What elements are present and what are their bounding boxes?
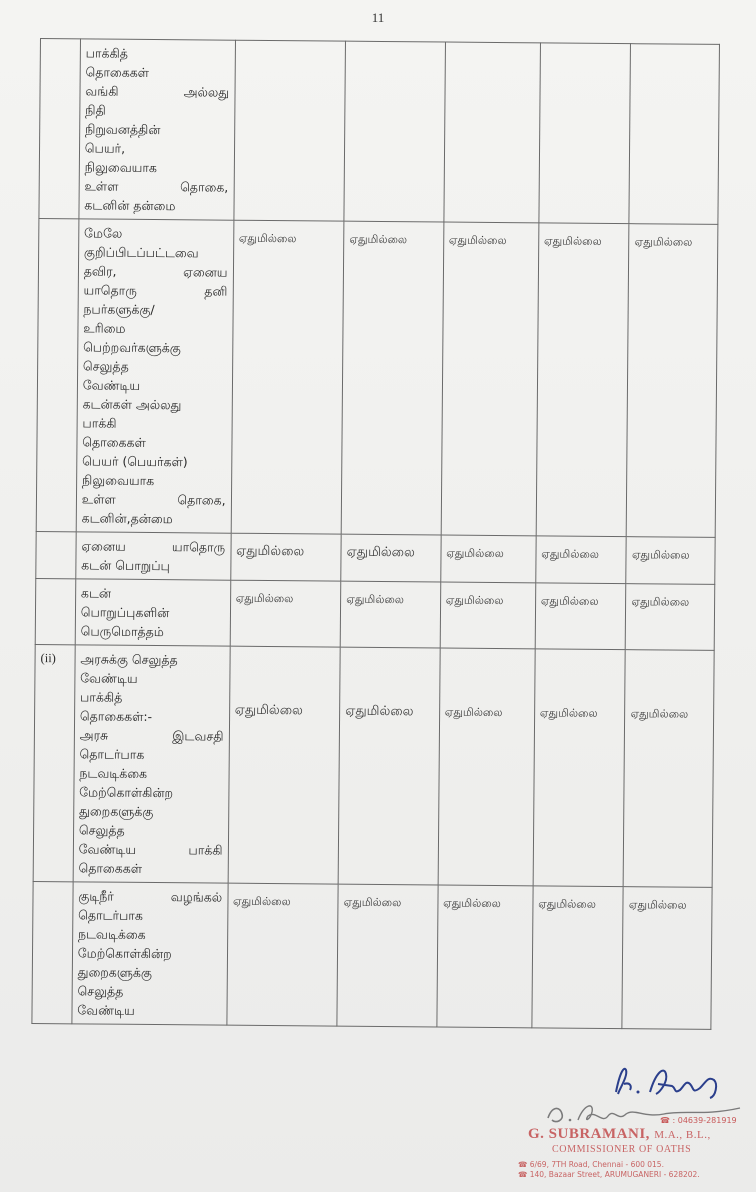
- description-word: ஏனைய: [81, 538, 126, 554]
- nil-value: ஏதுமில்லை: [448, 233, 507, 248]
- nil-value: ஏதுமில்லை: [634, 235, 693, 249]
- description-line: [85, 157, 229, 177]
- description-word: நடவடிக்கை: [77, 926, 146, 942]
- value-cell: [440, 582, 536, 649]
- description-line: [83, 337, 227, 357]
- value-cell: [440, 535, 536, 583]
- value-cell: [230, 533, 341, 581]
- value-cell: [536, 223, 629, 537]
- value-cell: [535, 583, 626, 650]
- description-word: உரிமை: [83, 320, 126, 336]
- description-word: நிறுவனத்தின்: [84, 121, 161, 138]
- description-line: [82, 432, 226, 452]
- nil-value: ஏதுமில்லை: [538, 897, 596, 911]
- description-word: பொறுப்புகளின்: [80, 604, 170, 621]
- description-word: செலுத்த: [78, 822, 125, 838]
- description-line: [79, 839, 223, 859]
- table-row: [35, 578, 715, 650]
- description-word: பாக்கி: [188, 842, 223, 858]
- description-word: பாக்கித்: [85, 45, 128, 61]
- description-word: பாக்கித்: [79, 689, 123, 705]
- description-word: தொடர்பாக: [79, 746, 145, 762]
- description-word: செலுத்த: [82, 358, 129, 374]
- nil-value: ஏதுமில்லை: [235, 591, 294, 606]
- description-word: அரசு: [79, 727, 109, 743]
- value-cell: [228, 646, 341, 884]
- description-line: [81, 602, 225, 622]
- value-cell: [341, 534, 441, 582]
- description-word: கடன்: [80, 585, 112, 601]
- description-word: தவிர,: [83, 263, 117, 279]
- description-cell: [72, 882, 228, 1025]
- table-row: [36, 531, 715, 584]
- description-line: [78, 886, 222, 906]
- value-cell: [230, 580, 341, 647]
- value-cell: [344, 41, 445, 222]
- table-body: [32, 39, 720, 1030]
- nil-value: ஏதுமில்லை: [630, 707, 689, 721]
- description-word: நிதி: [85, 102, 106, 118]
- value-cell: [627, 224, 718, 538]
- row-number-cell: (ii): [33, 644, 75, 881]
- description-word: இடவசதி: [172, 728, 224, 744]
- description-word: மேலே: [84, 225, 123, 241]
- description-word: பெருமொத்தம்: [80, 623, 164, 640]
- description-line: [84, 223, 228, 243]
- description-word: வங்கி: [85, 83, 119, 99]
- description-line: [79, 763, 223, 783]
- row-number-cell: [32, 881, 73, 1023]
- stamp-degree: M.A., B.L.,: [654, 1129, 711, 1141]
- description-line: [82, 489, 226, 509]
- description-line: [83, 318, 227, 338]
- nil-value: ஏதுமில்லை: [446, 546, 504, 561]
- description-line: [84, 195, 228, 215]
- stamp-name-text: G. SUBRAMANI,: [528, 1126, 650, 1142]
- nil-value: ஏதுமில்லை: [343, 895, 402, 910]
- description-word: குடிநீர்: [78, 888, 114, 904]
- description-line: [78, 924, 222, 944]
- value-cell: [438, 648, 535, 886]
- description-cell: [76, 532, 231, 580]
- description-word: கடனின் தன்மை: [84, 197, 176, 214]
- nil-value: ஏதுமில்லை: [543, 234, 602, 248]
- description-line: [83, 394, 227, 414]
- description-line: [85, 138, 229, 158]
- nil-value: ஏதுமில்லை: [349, 232, 408, 247]
- description-line: [85, 119, 229, 139]
- nil-value: ஏதுமில்லை: [443, 896, 501, 911]
- description-line: [82, 470, 226, 490]
- description-word: நிலுவையாக: [81, 472, 155, 489]
- value-cell: [441, 222, 539, 536]
- value-cell: [532, 886, 624, 1029]
- description-line: [82, 451, 226, 471]
- description-line: [77, 1000, 221, 1020]
- table-row: [39, 39, 720, 225]
- notary-stamp: [510, 1060, 750, 1188]
- description-word: தொகை,: [180, 179, 229, 195]
- value-cell: [231, 220, 344, 534]
- nil-value: ஏதுமில்லை: [345, 703, 414, 720]
- description-word: உள்ள: [81, 491, 116, 507]
- description-word: தொடர்பாக: [78, 907, 143, 923]
- description-line: [82, 508, 226, 528]
- description-word: பெற்றவர்களுக்கு: [83, 339, 181, 356]
- description-word: வேண்டிய: [78, 841, 137, 857]
- nil-value: ஏதுமில்லை: [631, 595, 690, 609]
- table-row: [33, 644, 714, 887]
- value-cell: [539, 43, 631, 224]
- description-line: [84, 261, 228, 281]
- value-cell: [234, 40, 346, 221]
- description-line: [85, 100, 229, 120]
- description-word: கடன் பொறுப்பு: [81, 557, 170, 574]
- nil-value: ஏதுமில்லை: [238, 231, 297, 246]
- description-word: செலுத்த: [77, 983, 124, 999]
- description-word: தொகைகள்: [82, 434, 146, 450]
- value-cell: [437, 885, 533, 1028]
- nil-value: ஏதுமில்லை: [234, 702, 303, 719]
- row-number-cell: [36, 218, 79, 531]
- description-line: [79, 820, 223, 840]
- page-number: 11: [371, 10, 385, 25]
- stamp-phone: ☎ : 04639-281919: [660, 1116, 737, 1125]
- value-cell: [533, 649, 626, 887]
- description-cell: [79, 39, 235, 220]
- table-row: [32, 881, 712, 1029]
- description-line: [81, 555, 225, 575]
- description-line: [83, 356, 227, 376]
- description-line: [78, 943, 222, 963]
- description-line: [84, 176, 228, 196]
- description-line: [80, 725, 224, 745]
- description-word: தொகைகள்:-: [79, 708, 153, 725]
- description-word: துறைகளுக்கு: [77, 964, 153, 981]
- description-word: நிலுவையாக: [84, 159, 158, 176]
- description-word: தொகைகள்: [85, 64, 150, 80]
- description-line: [84, 242, 228, 262]
- nil-value: ஏதுமில்லை: [346, 544, 415, 561]
- nil-value: ஏதுமில்லை: [540, 594, 599, 608]
- nil-value: ஏதுமில்லை: [346, 592, 404, 607]
- stamp-address-1: ☎ 6/69, 7TH Road, Chennai - 600 015.: [518, 1160, 664, 1169]
- description-word: மேற்கொள்கின்ற: [77, 945, 172, 962]
- nil-value: ஏதுமில்லை: [541, 547, 599, 561]
- value-cell: [536, 536, 627, 584]
- description-word: தொகை,: [177, 492, 226, 508]
- value-cell: [341, 221, 443, 535]
- liabilities-table: [31, 38, 720, 1030]
- description-word: மேற்கொள்கின்ற: [79, 784, 174, 801]
- description-line: [81, 536, 225, 556]
- description-word: வேண்டிய: [82, 377, 141, 393]
- description-line: [85, 81, 229, 101]
- description-word: கடன்கள் அல்லது: [82, 396, 182, 413]
- description-word: நபர்களுக்கு/: [83, 301, 155, 318]
- row-number-cell: [36, 531, 76, 578]
- value-cell: [624, 650, 715, 888]
- nil-value: ஏதுமில்லை: [233, 894, 291, 909]
- nil-value: ஏதுமில்லை: [444, 705, 503, 720]
- table-row: [36, 218, 718, 537]
- description-line: [84, 280, 228, 300]
- nil-value: ஏதுமில்லை: [236, 543, 305, 560]
- description-line: [81, 583, 225, 603]
- description-word: வேண்டிய: [80, 670, 138, 686]
- nil-value: ஏதுமில்லை: [539, 706, 598, 720]
- value-cell: [626, 584, 715, 651]
- row-number-cell: [39, 39, 80, 219]
- description-line: [80, 687, 224, 707]
- description-line: [77, 981, 221, 1001]
- signature-mark: [610, 1062, 730, 1102]
- stamp-name: [528, 1126, 711, 1143]
- value-cell: [340, 581, 440, 648]
- description-word: துறைகளுக்கு: [78, 803, 154, 820]
- description-line: [78, 905, 222, 925]
- stamp-address-2: ☎ 140, Bazaar Street, ARUMUGANERI - 628202.: [518, 1170, 700, 1179]
- description-line: [78, 962, 222, 982]
- description-word: தனி: [204, 283, 228, 299]
- description-line: [79, 782, 223, 802]
- description-line: [82, 413, 226, 433]
- description-line: [80, 706, 224, 726]
- description-word: ஏனைய: [183, 264, 228, 280]
- description-word: வேண்டிய: [77, 1002, 135, 1018]
- description-word: நடவடிக்கை: [79, 765, 148, 781]
- description-word: அரசுக்கு செலுத்த: [80, 651, 178, 668]
- value-cell: [626, 537, 715, 585]
- description-cell: [76, 219, 234, 533]
- description-line: [79, 801, 223, 821]
- description-line: [79, 744, 223, 764]
- description-word: யாதொரு: [83, 282, 137, 298]
- description-line: [78, 858, 222, 878]
- description-line: [83, 375, 227, 395]
- description-line: [86, 43, 230, 63]
- nil-value: ஏதுமில்லை: [445, 593, 504, 608]
- description-line: [80, 649, 224, 669]
- value-cell: [337, 884, 438, 1027]
- value-cell: [338, 647, 440, 885]
- value-cell: [444, 42, 541, 223]
- value-cell: [629, 44, 719, 225]
- description-line: [81, 621, 225, 641]
- description-word: பாக்கி: [82, 415, 117, 431]
- description-word: பெயர் (பெயர்கள்): [82, 453, 188, 470]
- description-cell: [75, 579, 230, 646]
- description-line: [83, 299, 227, 319]
- value-cell: [622, 887, 712, 1030]
- description-word: அல்லது: [183, 84, 230, 100]
- description-word: கடனின்,தன்மை: [81, 510, 173, 527]
- description-word: குறிப்பிடப்பட்டவை: [83, 244, 199, 261]
- value-cell: [227, 883, 339, 1026]
- description-cell: [73, 645, 230, 883]
- nil-value: ஏதுமில்லை: [628, 898, 687, 912]
- description-word: தொகைகள்: [78, 860, 143, 876]
- description-word: உள்ள: [84, 178, 119, 194]
- description-word: யாதொரு: [171, 539, 226, 555]
- description-word: வழங்கல்: [170, 889, 223, 905]
- row-number-cell: [35, 578, 75, 644]
- nil-value: ஏதுமில்லை: [631, 548, 690, 562]
- description-line: [85, 62, 229, 82]
- description-line: [80, 668, 224, 688]
- stamp-title: COMMISSIONER OF OATHS: [552, 1144, 692, 1155]
- description-word: பெயர்,: [84, 140, 126, 156]
